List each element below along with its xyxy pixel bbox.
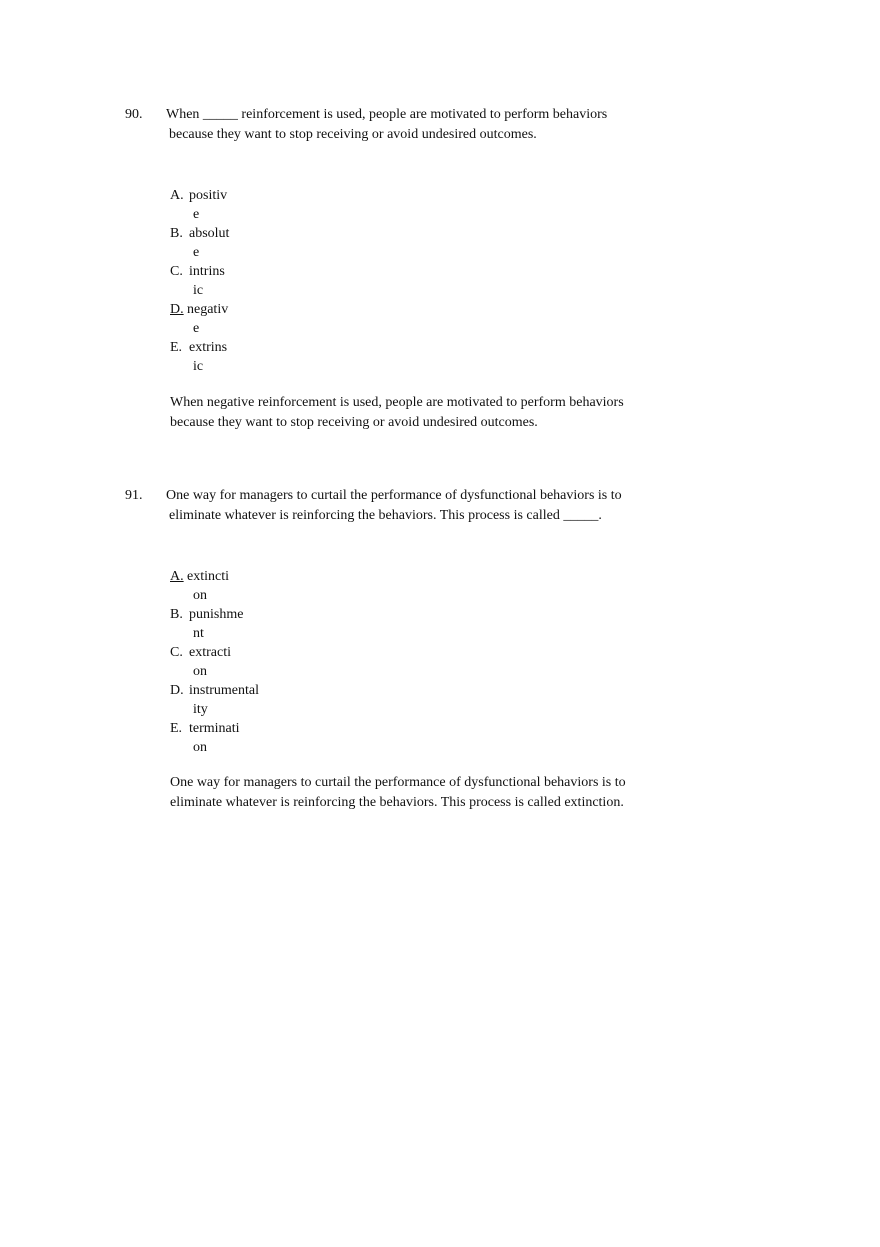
option-text-line: e: [193, 321, 200, 336]
option-text: [189, 262, 269, 300]
option-text-line: punishme: [189, 607, 244, 622]
option-e[interactable]: [170, 338, 310, 376]
option-letter-correct: A.: [170, 569, 184, 584]
option-text-line: ity: [193, 702, 208, 717]
option-text: [189, 681, 299, 719]
option-letter: C.: [170, 645, 183, 660]
question-stem-line: because they want to stop receiving or avoid undesired outcomes.: [169, 127, 537, 142]
question-stem: [166, 486, 646, 526]
option-text-line: terminati: [189, 721, 240, 736]
option-letter: D.: [170, 683, 184, 698]
option-text: [189, 719, 289, 757]
answer-explanation: [170, 393, 650, 433]
option-c[interactable]: [170, 262, 310, 300]
option-b[interactable]: [170, 605, 310, 643]
question-stem-line: When _____ reinforcement is used, people are motivated to perform behaviors: [166, 107, 608, 122]
option-text-line: extincti: [187, 569, 229, 584]
option-text-line: on: [193, 588, 207, 603]
option-letter: E.: [170, 340, 183, 355]
option-text: [189, 643, 269, 681]
option-e[interactable]: [170, 719, 310, 757]
answer-explanation: [170, 773, 650, 813]
question-number: 90.: [125, 107, 143, 122]
option-text-line: ic: [193, 359, 204, 374]
option-letter: A.: [170, 188, 184, 203]
option-text-line: e: [193, 245, 200, 260]
option-text: [187, 567, 267, 605]
question-number: 91.: [125, 488, 143, 503]
explanation-line: eliminate whatever is reinforcing the behaviors. This process is called extinction.: [170, 795, 624, 810]
option-a[interactable]: [170, 186, 310, 224]
option-b[interactable]: [170, 224, 310, 262]
option-letter: B.: [170, 607, 183, 622]
option-text-line: extrins: [189, 340, 228, 355]
explanation-line: One way for managers to curtail the performance of dysfunctional behaviors is to: [170, 775, 626, 790]
option-text-line: absolut: [189, 226, 230, 241]
option-letter: E.: [170, 721, 183, 736]
option-d-correct[interactable]: [170, 300, 310, 338]
option-text: [189, 186, 269, 224]
answer-options: [170, 567, 310, 757]
explanation-line: When negative reinforcement is used, people are motivated to perform behaviors: [170, 395, 624, 410]
option-c[interactable]: [170, 643, 310, 681]
option-d[interactable]: [170, 681, 310, 719]
question-stem-line: One way for managers to curtail the performance of dysfunctional behaviors is to: [166, 488, 622, 503]
question-stem-line: eliminate whatever is reinforcing the behaviors. This process is called _____.: [169, 508, 602, 523]
option-letter: C.: [170, 264, 183, 279]
option-text-line: negativ: [187, 302, 229, 317]
option-text: [189, 605, 289, 643]
option-text-line: positiv: [189, 188, 228, 203]
explanation-line: because they want to stop receiving or avoid undesired outcomes.: [170, 415, 538, 430]
option-letter: B.: [170, 226, 183, 241]
option-text-line: extracti: [189, 645, 231, 660]
option-letter-correct: D.: [170, 302, 184, 317]
option-text-line: intrins: [189, 264, 225, 279]
option-text: [189, 224, 269, 262]
option-text: [187, 300, 267, 338]
answer-options: [170, 186, 310, 376]
option-text-line: on: [193, 740, 207, 755]
option-text-line: e: [193, 207, 200, 222]
option-text-line: instrumental: [189, 683, 259, 698]
option-text: [189, 338, 269, 376]
option-text-line: on: [193, 664, 207, 679]
option-text-line: ic: [193, 283, 204, 298]
question-stem: [166, 105, 646, 145]
option-a-correct[interactable]: [170, 567, 310, 605]
option-text-line: nt: [193, 626, 204, 641]
